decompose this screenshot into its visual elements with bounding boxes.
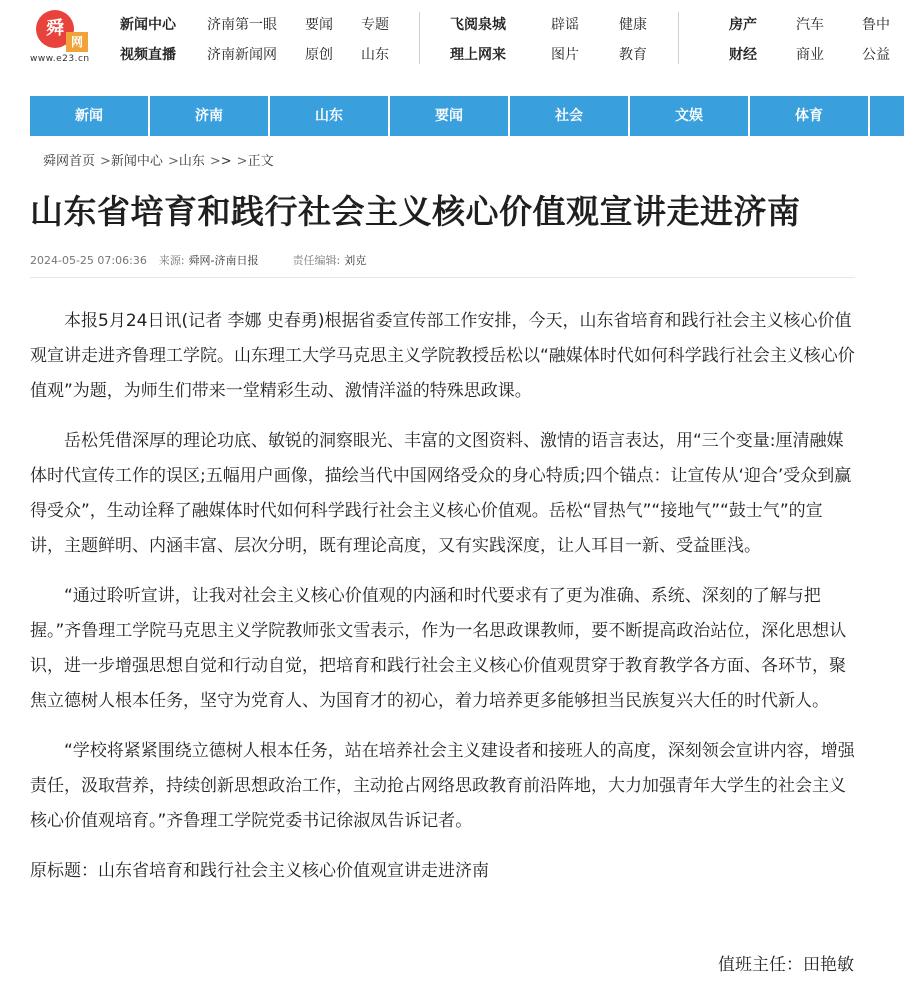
- article-paragraph: 岳松凭借深厚的理论功底、敏锐的洞察眼光、丰富的文图资料、激情的语言表达，用“三个变量:厘清融媒体时代宣传工作的误区;五幅用户画像，描绘当代中国网络受众的身心特质;四个锚点：让宣传从‘迎合’受众到赢得受众”，生动诠释了融媒体时代如何科学践行社会主义核心价值观。岳松“冒热气”“接地气”“鼓士气”的宣讲，主题鲜明、内涵丰富、层次分明，既有理论高度，又有实践深度，让人耳目一新、受益匪浅。: [30, 431, 852, 556]
- topnav-video-live[interactable]: 视频直播: [120, 47, 176, 63]
- article-title: 山东省培育和践行社会主义核心价值观宣讲走进济南: [30, 192, 801, 231]
- publish-datetime: 2024-05-25 07:06:36: [30, 254, 147, 267]
- breadcrumb-sep-icon: >: [100, 154, 111, 169]
- topnav-finance[interactable]: 财经: [729, 47, 757, 63]
- breadcrumb: [43, 150, 274, 169]
- breadcrumb-current: 正文: [247, 154, 274, 169]
- mainnav-jinan[interactable]: 济南: [195, 108, 223, 124]
- logo-sub-icon: 网: [66, 32, 88, 52]
- breadcrumb-sep-icon: >: [167, 154, 179, 169]
- article-paragraph: “学校将紧紧围绕立德树人根本任务，站在培养社会主义建设者和接班人的高度，深刻领会宣讲内容，增强责任，汲取营养，持续创新思想政治工作，主动抢占网络思政教育前沿阵地，大力加强青年大学生的社会主义核心价值观培育。”齐鲁理工学院党委书记徐淑凤告诉记者。: [30, 741, 855, 831]
- breadcrumb-sep-icon: >: [209, 154, 221, 169]
- topnav-news-center[interactable]: 新闻中心: [120, 17, 176, 33]
- article-meta: [30, 252, 400, 268]
- topnav-feiyue[interactable]: 飞阅泉城: [450, 17, 506, 33]
- breadcrumb-extra: >: [220, 154, 232, 169]
- mainnav-separator: [868, 96, 870, 136]
- topnav-auto[interactable]: 汽车: [796, 17, 824, 33]
- mainnav-sports[interactable]: 体育: [795, 108, 823, 124]
- topnav-rumor[interactable]: 辟谣: [551, 17, 579, 33]
- mainnav-shandong[interactable]: 山东: [315, 108, 343, 124]
- topnav-health[interactable]: 健康: [619, 17, 647, 33]
- original-title: 原标题：山东省培育和践行社会主义核心价值观宣讲走进济南: [30, 861, 489, 881]
- mainnav-news[interactable]: 新闻: [75, 108, 103, 124]
- topnav-special[interactable]: 专题: [361, 17, 389, 33]
- editor-value: 刘克: [344, 254, 367, 267]
- mainnav-society[interactable]: 社会: [555, 108, 583, 124]
- mainnav-headlines[interactable]: 要闻: [435, 108, 463, 124]
- topnav-lishang[interactable]: 理上网来: [450, 47, 506, 63]
- topnav-divider: [678, 12, 679, 64]
- logo-url: www.e23.cn: [30, 54, 90, 64]
- site-logo[interactable]: [30, 8, 100, 70]
- breadcrumb-home[interactable]: 舜网首页: [43, 154, 96, 169]
- topnav-luzhong[interactable]: 鲁中: [862, 17, 890, 33]
- main-nav: [30, 96, 904, 136]
- editor-label: 责任编辑:: [292, 254, 341, 267]
- breadcrumb-news-center[interactable]: 新闻中心: [110, 154, 163, 169]
- site-header: [0, 0, 904, 80]
- source-label: 来源:: [158, 254, 185, 267]
- duty-editor: 值班主任：田艳敏: [718, 955, 854, 975]
- logo-mark-icon: 舜: [36, 10, 74, 48]
- topnav-charity[interactable]: 公益: [862, 47, 890, 63]
- breadcrumb-shandong[interactable]: 山东: [178, 154, 205, 169]
- topnav-divider: [419, 12, 420, 64]
- topnav-headlines[interactable]: 要闻: [305, 17, 333, 33]
- topnav-business[interactable]: 商业: [796, 47, 824, 63]
- article-paragraph: “通过聆听宣讲，让我对社会主义核心价值观的内涵和时代要求有了更为准确、系统、深刻的了解与把握。”齐鲁理工学院马克思主义学院教师张文雪表示，作为一名思政课教师，要不断提高政治站位，深化思想认识，进一步增强思想自觉和行动自觉，把培育和践行社会主义核心价值观贯穿于教育教学各方面、各环节，聚焦立德树人根本任务，坚守为党育人、为国育才的初心，着力培养更多能够担当民族复兴大任的时代新人。: [30, 586, 847, 711]
- breadcrumb-sep-icon: >: [236, 154, 248, 169]
- article-paragraph: 本报5月24日讯(记者 李娜 史春勇)根据省委宣传部工作安排，今天，山东省培育和践行社会主义核心价值观宣讲走进齐鲁理工学院。山东理工大学马克思主义学院教授岳松以“融媒体时代如何科学践行社会主义核心价值观”为题，为师生们带来一堂精彩生动、激情洋溢的特殊思政课。: [30, 311, 855, 401]
- topnav-jinan-news[interactable]: 济南新闻网: [207, 47, 277, 63]
- topnav-jinan-first[interactable]: 济南第一眼: [207, 17, 277, 33]
- source-value: 舜网-济南日报: [188, 254, 259, 267]
- topnav-pictures[interactable]: 图片: [551, 47, 579, 63]
- topnav-realestate[interactable]: 房产: [729, 17, 757, 33]
- article-body: [30, 304, 855, 904]
- topnav-shandong[interactable]: 山东: [361, 47, 389, 63]
- mainnav-entertainment[interactable]: 文娱: [675, 108, 703, 124]
- meta-divider: [30, 277, 855, 278]
- topnav-original[interactable]: 原创: [305, 47, 333, 63]
- topnav-education[interactable]: 教育: [619, 47, 647, 63]
